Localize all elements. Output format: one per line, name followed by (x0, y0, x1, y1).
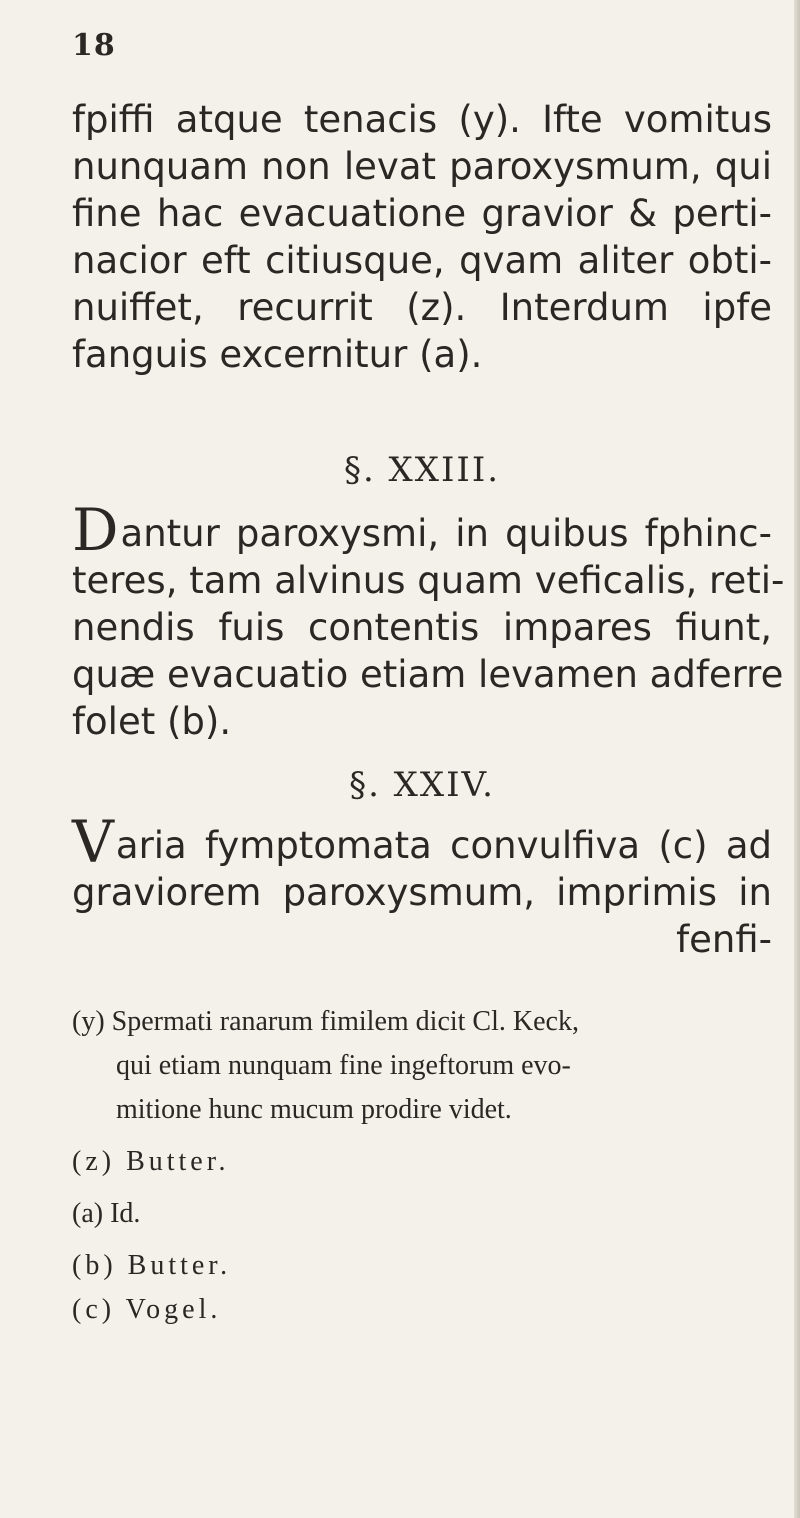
footnote-a: (a) Id. (72, 1198, 141, 1229)
text-line: quæ evacuatio etiam levamen adferre (72, 653, 784, 696)
text-line: nunquam non levat paroxysmum, qui (72, 145, 772, 188)
initial-letter: D (72, 496, 119, 564)
paragraph-continued (72, 96, 772, 378)
section-xxiv-text (72, 808, 772, 963)
footnote-b: (b) Butter. (72, 1250, 232, 1281)
text-line: nendis fuis contentis impares fiunt, (72, 606, 772, 649)
footnote-y-line: mitione hunc mucum prodire videt. (116, 1094, 512, 1125)
text-line: fanguis excernitur (a). (72, 333, 483, 376)
text-line: nuiffet, recurrit (z). Interdum ipfe (72, 286, 772, 329)
text-line (72, 808, 772, 876)
initial-letter: V (72, 808, 114, 876)
text-line: teres, tam alvinus quam veficalis, reti- (72, 559, 785, 602)
footnote-y-line: qui etiam nunquam fine ingeftorum evo- (116, 1050, 571, 1081)
text-line-rest: antur paroxysmi, in quibus fphinc- (120, 512, 772, 555)
text-line: fpiffi atque tenacis (y). Ifte vomitus (72, 98, 772, 141)
catchword: fenfi- (676, 918, 772, 961)
text-line: folet (b). (72, 700, 232, 743)
text-line-rest: aria fymptomata convulfiva (c) ad (115, 824, 772, 867)
page-edge (794, 0, 800, 1518)
footnotes (72, 1000, 772, 1332)
text-line: graviorem paroxysmum, imprimis in (72, 871, 772, 914)
section-xxiii-text (72, 496, 785, 745)
text-line: nacior eft citiusque, qvam aliter obti- (72, 239, 772, 282)
text-line (72, 496, 772, 564)
section-heading-xxiii: §. XXIII. (343, 450, 501, 490)
section-heading-xxiv: §. XXIV. (349, 765, 495, 805)
footnote-c: (c) Vogel. (72, 1294, 222, 1325)
text-line: fine hac evacuatione gravior & perti- (72, 192, 772, 235)
page-number: 18 (72, 28, 116, 63)
footnote-z: (z) Butter. (72, 1146, 230, 1177)
footnote-y-line: (y) Spermati ranarum fimilem dicit Cl. Keck, (72, 1006, 579, 1037)
